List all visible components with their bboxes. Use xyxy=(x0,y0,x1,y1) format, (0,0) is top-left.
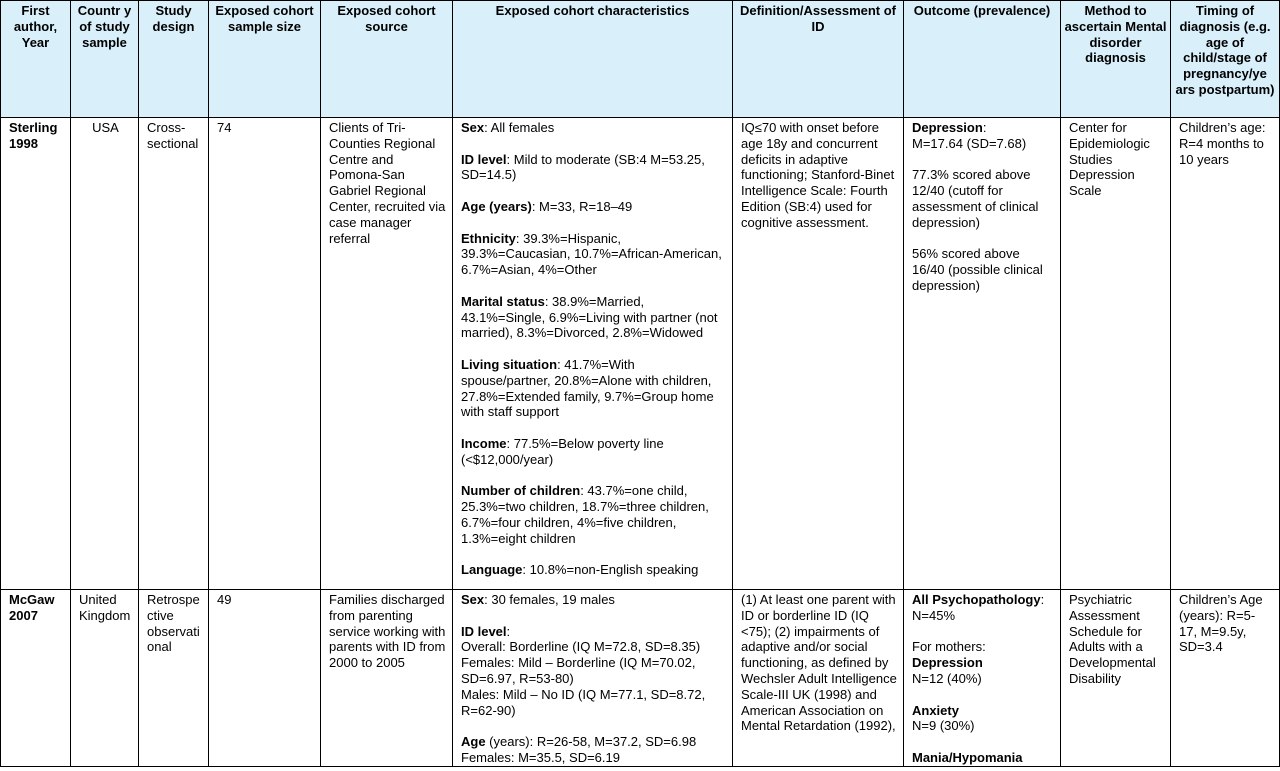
cell-country: USA xyxy=(71,118,139,590)
col-header-outcome: Outcome (prevalence) xyxy=(904,1,1061,118)
cell-outcome: Depression: M=17.64 (SD=7.68) 77.3% scored above 12/40 (cutoff for assessment of clinical depression) 56% scored above 16/40 (possible clinical depression) xyxy=(904,118,1061,590)
table-header-row xyxy=(1,1,1280,118)
char-living: Living situation: 41.7%=With spouse/partner, 20.8%=Alone with children, 27.8%=Extended family, 9.7%=Group home with staff support xyxy=(461,356,714,420)
char-age: Age (years): M=33, R=18–49 xyxy=(461,198,633,214)
char-id-level: ID level: Mild to moderate (SB:4 M=53.25, SD=14.5) xyxy=(461,151,705,183)
col-header-characteristics: Exposed cohort characteristics xyxy=(453,1,733,118)
col-header-definition: Definition/Assessment of ID xyxy=(733,1,904,118)
cell-definition: (1) At least one parent with ID or borderline ID (IQ <75); (2) impairments of adaptive and/or social functioning, as defined by Wechsler Adult Intelligence Scale-III UK (1998) and American Association on Mental Retardation (1992), xyxy=(733,590,904,767)
cell-sample-size: 49 xyxy=(209,590,321,767)
char-sex: Sex: All females xyxy=(461,120,555,135)
col-header-sample-size: Exposed cohort sample size xyxy=(209,1,321,118)
col-header-timing: Timing of diagnosis (e.g. age of child/stage of pregnancy/ye ars postpartum) xyxy=(1171,1,1280,118)
char-ethnicity: Ethnicity: 39.3%=Hispanic, 39.3%=Caucasian, 10.7%=African-American, 6.7%=Asian, 4%=Other xyxy=(461,230,722,278)
cell-timing: Children’s Age (years): R=5-17, M=9.5y, SD=3.4 xyxy=(1171,590,1280,767)
char-income: Income: 77.5%=Below poverty line (<$12,000/year) xyxy=(461,435,664,467)
cell-country: United Kingdom xyxy=(71,590,139,767)
col-header-country: Countr y of study sample xyxy=(71,1,139,118)
col-header-design: Study design xyxy=(139,1,209,118)
cell-design: Cross-sectional xyxy=(139,118,209,590)
col-header-author: First author, Year xyxy=(1,1,71,118)
cell-characteristics: Sex: 30 females, 19 males ID level: Overall: Borderline (IQ M=72.8, SD=8.35) Females: Mild – Borderline (IQ M=70.02, SD=6.97, R=53-80) Males: Mild – No ID (IQ M=77.1, SD=8.72, R=62-90) Age (years): R=26-58, M=37.2, SD=6.98 Females: M=35.5, SD=6.19 xyxy=(453,590,733,767)
table-row xyxy=(1,118,1280,590)
cell-author: McGaw 2007 xyxy=(1,590,71,767)
cell-outcome: All Psychopathology: N=45% For mothers: Depression N=12 (40%) Anxiety N=9 (30%) Mania/Hypomania xyxy=(904,590,1061,767)
cell-source: Clients of Tri-Counties Regional Centre and Pomona-San Gabriel Regional Center, recruited via case manager referral xyxy=(321,118,453,590)
cell-author: Sterling 1998 xyxy=(1,118,71,590)
cell-source: Families discharged from parenting service working with parents with ID from 2000 to 2005 xyxy=(321,590,453,767)
cell-characteristics xyxy=(453,118,733,590)
cell-definition: IQ≤70 with onset before age 18y and concurrent deficits in adaptive functioning; Stanford-Binet Intelligence Scale: Fourth Edition (SB:4) used for cognitive assessment. xyxy=(733,118,904,590)
char-children: Number of children: 43.7%=one child, 25.3%=two children, 18.7%=three children, 6.7%=four children, 4%=five children, 1.3%=eight children xyxy=(461,483,709,546)
cell-method: Center for Epidemiologic Studies Depression Scale xyxy=(1061,118,1171,590)
cell-timing: Children’s age: R=4 months to 10 years xyxy=(1171,118,1280,590)
char-marital: Marital status: 38.9%=Married, 43.1%=Single, 6.9%=Living with partner (not married), 8.3%=Divorced, 2.8%=Widowed xyxy=(461,293,718,341)
cell-method: Psychiatric Assessment Schedule for Adults with a Developmental Disability xyxy=(1061,590,1171,767)
cell-sample-size: 74 xyxy=(209,118,321,590)
cell-design: Retrospective observational xyxy=(139,590,209,767)
table-row xyxy=(1,590,1280,767)
col-header-source: Exposed cohort source xyxy=(321,1,453,118)
col-header-method: Method to ascertain Mental disorder diagnosis xyxy=(1061,1,1171,118)
char-language: Language: 10.8%=non-English speaking xyxy=(461,562,699,578)
